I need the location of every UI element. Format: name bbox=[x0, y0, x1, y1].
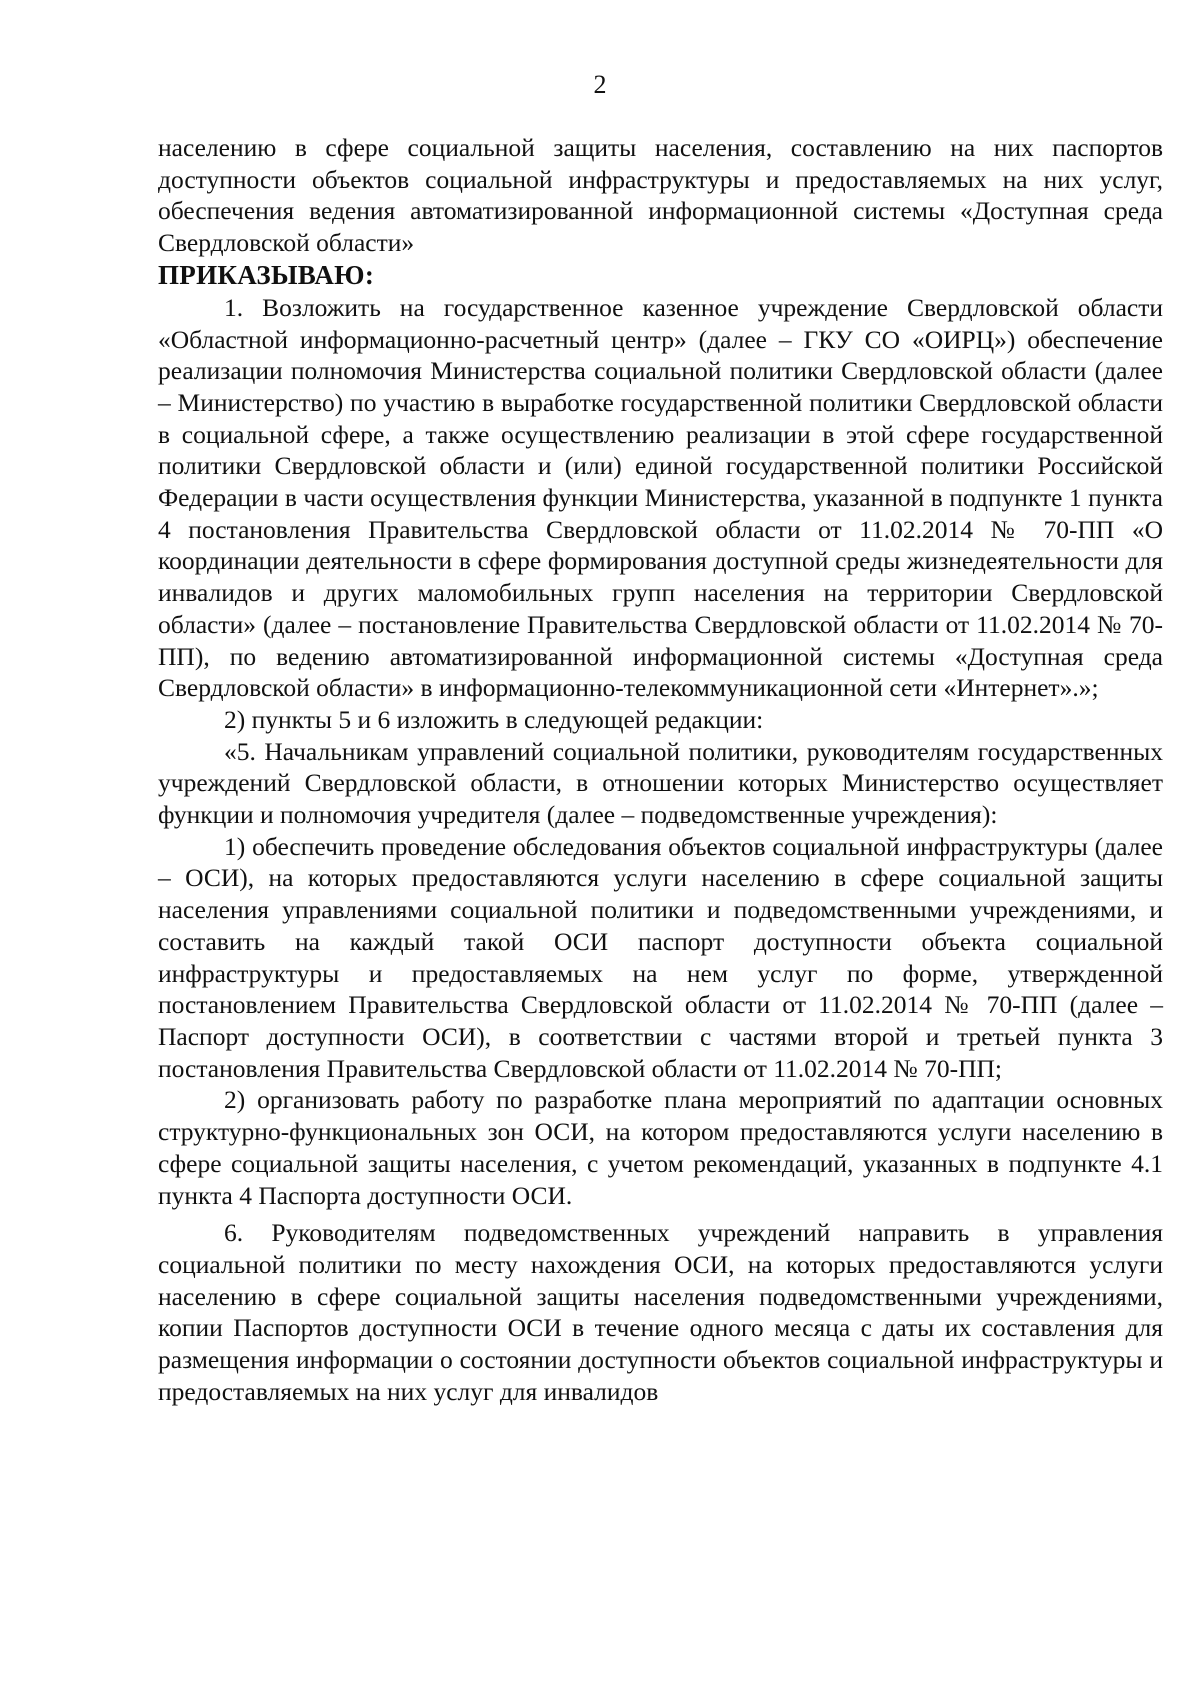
paragraph-point-6: 6. Руководителям подведомственных учреждений направить в управления социальной политики по месту нахождения ОСИ, на которых предоставляются услуги населению в сфере социальной защиты населения подведомственными учреждениями, копии Паспортов доступности ОСИ в течение одного месяца с даты их составления для размещения информации о состоянии доступности объектов социальной инфраструктуры и предоставляемых на них услуг для инвалидов bbox=[158, 1218, 1163, 1406]
paragraph-point-5: «5. Начальникам управлений социальной политики, руководителям государственных учреждений Свердловской области, в отношении которых Министерство осуществляет функции и полномочия учредителя (далее – подведомственные учреждения): bbox=[158, 736, 1163, 830]
order-heading: ПРИКАЗЫВАЮ: bbox=[158, 259, 375, 290]
paragraph-point-5-sub-1: 1) обеспечить проведение обследования объектов социальной инфраструктуры (далее – ОСИ), на которых предоставляются услуги населению в сфере социальной защиты населения управлениями социальной политики и подведомственными учреждениями, и составить на каждый такой ОСИ паспорт доступности объекта социальной инфраструктуры и предоставляемых на нем услуг по форме, утвержденной постановлением Правительства Свердловской области от 11.02.2014 № 70-ПП (далее – Паспорт доступности ОСИ), в соответствии с частями второй и третьей пункта 3 постановления Правительства Свердловской области от 11.02.2014 № 70-ПП; bbox=[158, 831, 1163, 1083]
continuation-paragraph: населению в сфере социальной защиты населения, составлению на них паспортов доступности объектов социальной инфраструктуры и предоставляемых на них услуг, обеспечения ведения автоматизированной информационной системы «Доступная среда Свердловской области» bbox=[158, 133, 1163, 258]
page-number: 2 bbox=[593, 70, 607, 99]
paragraph-item-1: 1. Возложить на государственное казенное учреждение Свердловской области «Областной информационно-расчетный центр» (далее – ГКУ СО «ОИРЦ») обеспечение реализации полномочия Министерства социальной политики Свердловской области (далее – Министерство) по участию в выработке государственной политики Свердловской области в социальной сфере, а также осуществлению реализации в этой сфере государственной политики Свердловской области и (или) единой государственной политики Российской Федерации в части осуществления функции Министерства, указанной в подпункте 1 пункта 4 постановления Правительства Свердловской области от 11.02.2014 № 70-ПП «О координации деятельности в сфере формирования доступной среды жизнедеятельности для инвалидов и других маломобильных групп населения на территории Свердловской области» (далее – постановление Правительства Свердловской области от 11.02.2014 № 70-ПП), по ведению автоматизированной информационной системы «Доступная среда Свердловской области» в информационно-телекоммуникационной сети «Интернет».»; bbox=[158, 292, 1163, 703]
paragraph-subitem-2: 2) пункты 5 и 6 изложить в следующей редакции: bbox=[224, 704, 764, 734]
paragraph-point-5-sub-2: 2) организовать работу по разработке плана мероприятий по адаптации основных структурно-функциональных зон ОСИ, на котором предоставляются услуги населению в сфере социальной защиты населения, с учетом рекомендаций, указанных в подпункте 4.1 пункта 4 Паспорта доступности ОСИ. bbox=[158, 1085, 1163, 1210]
document-body bbox=[158, 132, 1163, 1407]
